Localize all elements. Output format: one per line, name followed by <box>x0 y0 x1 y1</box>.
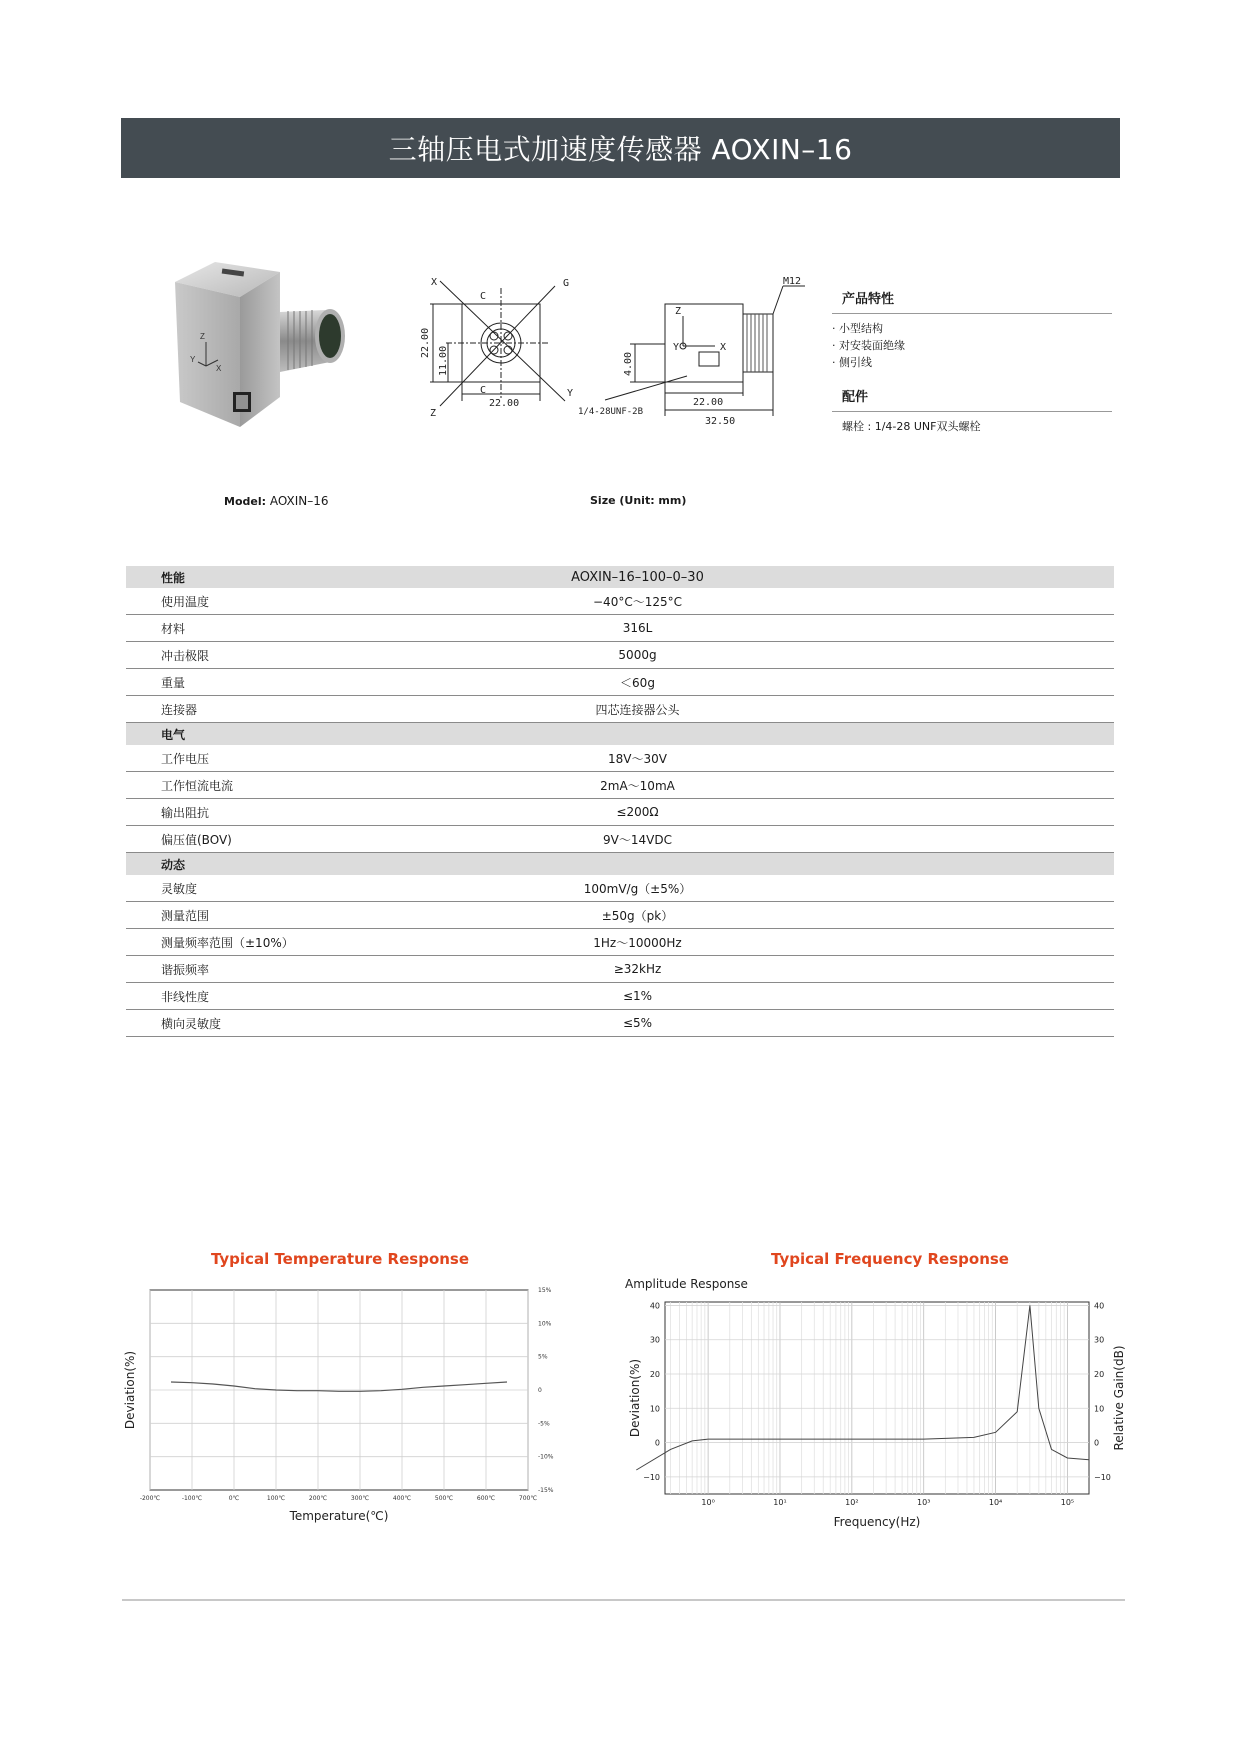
temp-y-label: Deviation(%) <box>123 1350 137 1430</box>
temp-x-tick: 500℃ <box>434 1495 454 1502</box>
side-z-label: Z <box>675 306 682 317</box>
freq-y-tick-right: 20 <box>1094 1370 1105 1379</box>
temp-x-tick: 100℃ <box>266 1495 286 1502</box>
front-dim-11: 11.00 <box>438 345 449 376</box>
freq-y-tick: 30 <box>649 1335 660 1345</box>
temp-y-tick: -5% <box>538 1420 550 1428</box>
spec-key: 冲击极限 <box>126 642 441 669</box>
temp-y-tick: 5% <box>538 1353 548 1361</box>
freq-x-tick: 10¹ <box>773 1498 787 1507</box>
temp-x-tick: -100℃ <box>181 1495 203 1502</box>
front-g-label: G <box>563 278 570 289</box>
features-list <box>832 322 1112 370</box>
spec-row <box>126 826 1114 853</box>
model-caption-value: AOXIN–16 <box>269 494 329 508</box>
spec-table <box>126 566 1114 1037</box>
spec-value: ≤200Ω <box>441 799 1114 826</box>
svg-text:Z: Z <box>200 332 205 341</box>
spec-key: 横向灵敏度 <box>126 1010 441 1037</box>
freq-y-tick-right: −10 <box>1094 1472 1111 1482</box>
spec-row <box>126 875 1114 902</box>
side-m12-label: M12 <box>783 276 802 287</box>
spec-key: 输出阻抗 <box>126 799 441 826</box>
front-y-label: Y <box>567 388 574 399</box>
freq-y-tick: 20 <box>649 1370 660 1379</box>
side-y-label: Y <box>673 342 680 353</box>
temp-x-tick: 600℃ <box>476 1495 496 1502</box>
temp-chart <box>120 1285 560 1545</box>
spec-section-row <box>126 566 1114 588</box>
temp-x-tick: 300℃ <box>350 1495 370 1502</box>
temp-x-tick: 200℃ <box>308 1495 328 1502</box>
spec-row <box>126 1010 1114 1037</box>
side-dim-4: 4.00 <box>623 351 634 376</box>
temp-y-tick: 10% <box>538 1320 552 1328</box>
spec-value: 100mV/g（±5%） <box>441 875 1114 902</box>
spec-key: 谐振频率 <box>126 956 441 983</box>
spec-value: 18V～30V <box>441 745 1114 772</box>
spec-key: 电气 <box>126 723 441 746</box>
spec-value: AOXIN–16–100–0–30 <box>441 566 1114 588</box>
freq-y-tick: 10 <box>649 1404 660 1414</box>
temp-chart-title: Typical Temperature Response <box>210 1250 470 1268</box>
spec-row <box>126 696 1114 723</box>
spec-row <box>126 929 1114 956</box>
freq-y-tick: 0 <box>654 1438 660 1448</box>
spec-value: 1Hz～10000Hz <box>441 929 1114 956</box>
spec-row <box>126 799 1114 826</box>
spec-key: 灵敏度 <box>126 875 441 902</box>
front-x-label: X <box>431 277 438 288</box>
freq-y-tick-right: 10 <box>1094 1404 1105 1414</box>
front-c-top: C <box>480 291 487 302</box>
temp-y-tick: 15% <box>538 1287 552 1294</box>
spec-row <box>126 745 1114 772</box>
spec-key: 非线性度 <box>126 983 441 1010</box>
temp-x-tick: 400℃ <box>392 1495 412 1502</box>
spec-value <box>441 853 1114 876</box>
spec-row <box>126 902 1114 929</box>
spec-key: 工作恒流电流 <box>126 772 441 799</box>
front-dim-22v: 22.00 <box>420 327 431 358</box>
spec-row <box>126 956 1114 983</box>
front-dim-22h: 22.00 <box>489 398 520 409</box>
accessories-title: 配件 <box>832 384 1112 412</box>
spec-value: ±50g（pk） <box>441 902 1114 929</box>
page-title: 三轴压电式加速度传感器 AOXIN–16 <box>121 118 1120 178</box>
freq-x-tick: 10³ <box>917 1498 931 1507</box>
freq-x-tick: 10⁴ <box>988 1498 1003 1507</box>
spec-section-row <box>126 853 1114 876</box>
spec-key: 使用温度 <box>126 588 441 615</box>
features-panel <box>832 286 1112 434</box>
freq-x-tick: 10⁰ <box>701 1498 715 1507</box>
spec-row <box>126 669 1114 696</box>
side-dim-32: 32.50 <box>705 416 736 427</box>
spec-key: 连接器 <box>126 696 441 723</box>
temp-y-tick: -15% <box>538 1487 554 1494</box>
temp-x-tick: -200℃ <box>139 1495 161 1502</box>
side-dim-22: 22.00 <box>693 397 724 408</box>
spec-key: 重量 <box>126 669 441 696</box>
freq-series-line <box>636 1305 1089 1470</box>
svg-text:X: X <box>216 364 222 373</box>
freq-y-tick: 40 <box>649 1301 660 1311</box>
model-caption-label: Model: <box>224 495 267 508</box>
freq-x-tick: 10⁵ <box>1060 1498 1075 1507</box>
features-title: 产品特性 <box>832 286 1112 314</box>
freq-x-tick: 10² <box>845 1498 859 1507</box>
spec-row <box>126 642 1114 669</box>
product-image <box>170 262 370 432</box>
spec-key: 测量范围 <box>126 902 441 929</box>
spec-value: ≤1% <box>441 983 1114 1010</box>
freq-y-tick-right: 30 <box>1094 1335 1105 1345</box>
spec-value: ＜60g <box>441 669 1114 696</box>
spec-value: 316L <box>441 615 1114 642</box>
side-view-drawing <box>575 276 815 442</box>
spec-value: ≥32kHz <box>441 956 1114 983</box>
size-caption: Size (Unit: mm) <box>590 494 687 507</box>
spec-value: ≤5% <box>441 1010 1114 1037</box>
freq-y-tick: −10 <box>643 1472 660 1482</box>
feature-item: · 对安装面绝缘 <box>832 339 1112 353</box>
freq-y-tick-right: 40 <box>1094 1301 1105 1311</box>
spec-value: −40°C～125°C <box>441 588 1114 615</box>
spec-row <box>126 588 1114 615</box>
feature-item: · 小型结构 <box>832 322 1112 336</box>
spec-row <box>126 983 1114 1010</box>
spec-value: 四芯连接器公头 <box>441 696 1114 723</box>
front-view-drawing <box>400 276 590 431</box>
spec-key: 测量频率范围（±10%） <box>126 929 441 956</box>
freq-plot-area <box>665 1302 1089 1494</box>
feature-item: · 侧引线 <box>832 356 1112 370</box>
temp-x-label: Temperature(℃) <box>289 1509 389 1523</box>
model-caption <box>224 494 329 508</box>
freq-subtitle: Amplitude Response <box>625 1277 748 1291</box>
freq-y-label: Deviation(%) <box>628 1358 642 1438</box>
freq-chart-title: Typical Frequency Response <box>771 1250 1009 1268</box>
svg-text:Y: Y <box>190 355 196 364</box>
accessories-text: 螺栓 : 1/4-28 UNF双头螺栓 <box>842 420 981 433</box>
freq-y-tick-right: 0 <box>1094 1438 1100 1448</box>
spec-section-row <box>126 723 1114 746</box>
spec-row <box>126 772 1114 799</box>
temp-x-tick: 0℃ <box>228 1495 240 1502</box>
temp-y-tick: 0 <box>538 1387 542 1394</box>
spec-key: 偏压值(BOV) <box>126 826 441 853</box>
spec-key: 材料 <box>126 615 441 642</box>
footer-divider <box>122 1599 1125 1601</box>
temp-x-tick: 700℃ <box>518 1495 538 1502</box>
spec-value: 2mA～10mA <box>441 772 1114 799</box>
front-z-label: Z <box>430 408 437 419</box>
spec-row <box>126 615 1114 642</box>
freq-chart <box>625 1274 1145 1554</box>
spec-key: 工作电压 <box>126 745 441 772</box>
spec-value <box>441 723 1114 746</box>
freq-y-label-right: Relative Gain(dB) <box>1112 1345 1126 1451</box>
freq-x-label: Frequency(Hz) <box>833 1515 921 1529</box>
spec-value: 5000g <box>441 642 1114 669</box>
spec-key: 动态 <box>126 853 441 876</box>
side-thread-label: 1/4-28UNF-2B <box>578 407 644 417</box>
temp-y-tick: -10% <box>538 1453 554 1461</box>
spec-value: 9V～14VDC <box>441 826 1114 853</box>
front-c-bottom: C <box>480 385 487 396</box>
side-x-label: X <box>720 342 727 353</box>
spec-key: 性能 <box>126 566 441 588</box>
